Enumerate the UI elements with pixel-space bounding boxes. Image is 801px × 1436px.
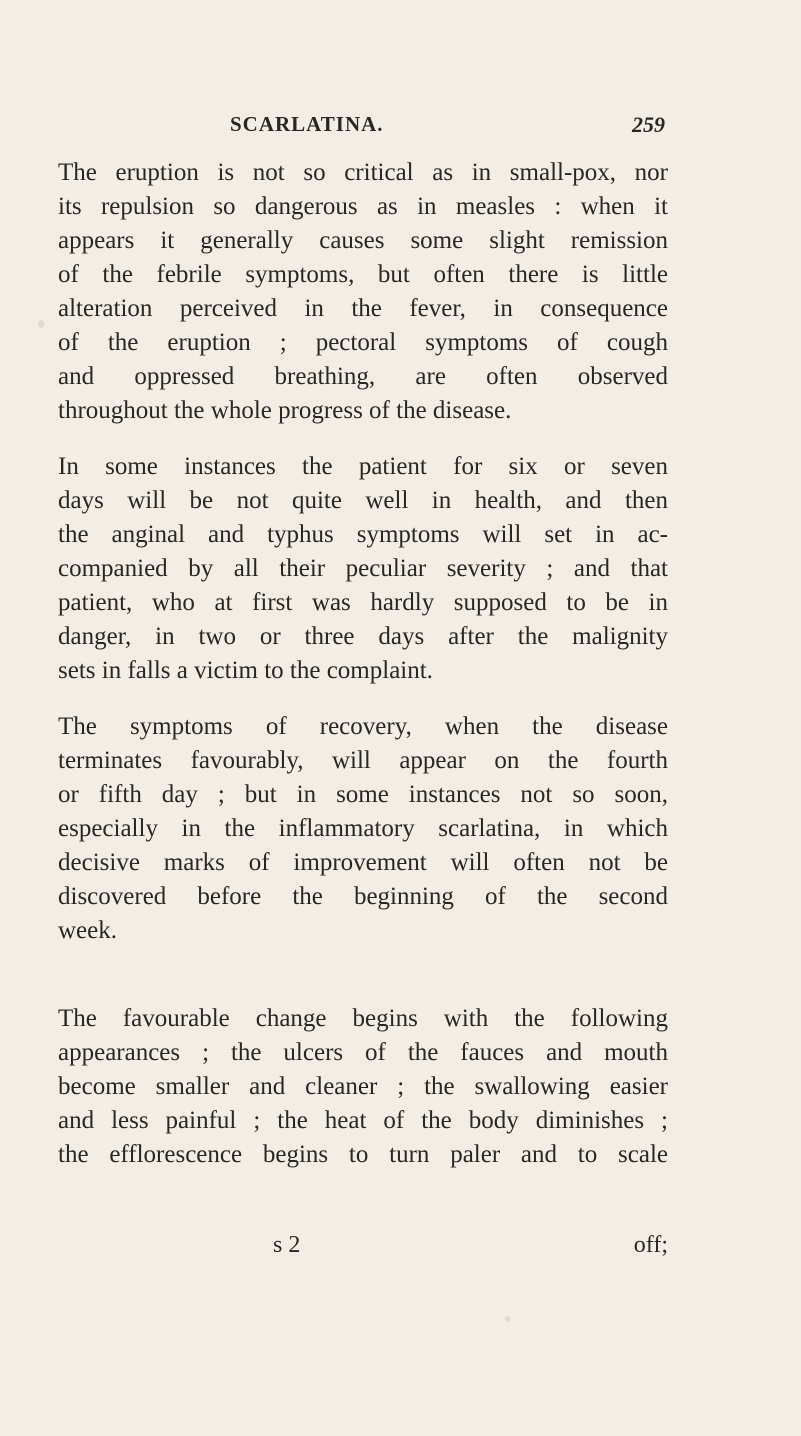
catchword: off; xyxy=(633,1232,668,1258)
running-header xyxy=(230,112,665,142)
text-line: The eruption is not so critical as in small-pox, nor xyxy=(58,159,668,186)
text-line: and oppressed breathing, are often observed xyxy=(58,363,668,390)
text-line: terminates favourably, will appear on the fourth xyxy=(58,747,668,774)
text-line: of the febrile symptoms, but often there is little xyxy=(58,261,668,288)
text-line: week. xyxy=(58,917,117,944)
text-line: The favourable change begins with the following xyxy=(58,1005,668,1032)
text-line: days will be not quite well in health, and then xyxy=(58,487,668,514)
text-line: the anginal and typhus symptoms will set in ac- xyxy=(58,521,668,548)
text-line: of the eruption ; pectoral symptoms of cough xyxy=(58,329,668,356)
text-line: The symptoms of recovery, when the disease xyxy=(58,713,668,740)
running-title: SCARLATINA. xyxy=(230,112,384,136)
text-line: patient, who at first was hardly supposed to be in xyxy=(58,589,668,616)
paper-speck xyxy=(38,320,44,328)
text-line: especially in the inflammatory scarlatina, in which xyxy=(58,815,668,842)
text-line: sets in falls a victim to the complaint. xyxy=(58,657,433,684)
paper-speck xyxy=(505,1316,510,1322)
text-line: appears it generally causes some slight remission xyxy=(58,227,668,254)
paragraph xyxy=(58,156,668,428)
text-line: decisive marks of improvement will often not be xyxy=(58,849,668,876)
paragraph xyxy=(58,1002,668,1172)
text-line: throughout the whole progress of the disease. xyxy=(58,397,512,424)
page-number: 259 xyxy=(632,112,665,137)
paragraph xyxy=(58,450,668,688)
text-line: appearances ; the ulcers of the fauces and mouth xyxy=(58,1039,668,1066)
page-footer xyxy=(58,1232,668,1266)
paragraph xyxy=(58,710,668,948)
text-line: discovered before the beginning of the second xyxy=(58,883,668,910)
text-line: or fifth day ; but in some instances not so soon, xyxy=(58,781,668,808)
text-line: alteration perceived in the fever, in consequence xyxy=(58,295,668,322)
signature-mark: s 2 xyxy=(273,1232,301,1258)
text-line: In some instances the patient for six or seven xyxy=(58,453,668,480)
text-line: the efflorescence begins to turn paler and to scale xyxy=(58,1141,668,1168)
text-line: become smaller and cleaner ; the swallowing easier xyxy=(58,1073,668,1100)
text-line: companied by all their peculiar severity ; and that xyxy=(58,555,668,582)
text-line: danger, in two or three days after the malignity xyxy=(58,623,668,650)
text-line: its repulsion so dangerous as in measles : when it xyxy=(58,193,668,220)
text-line: and less painful ; the heat of the body diminishes ; xyxy=(58,1107,668,1134)
